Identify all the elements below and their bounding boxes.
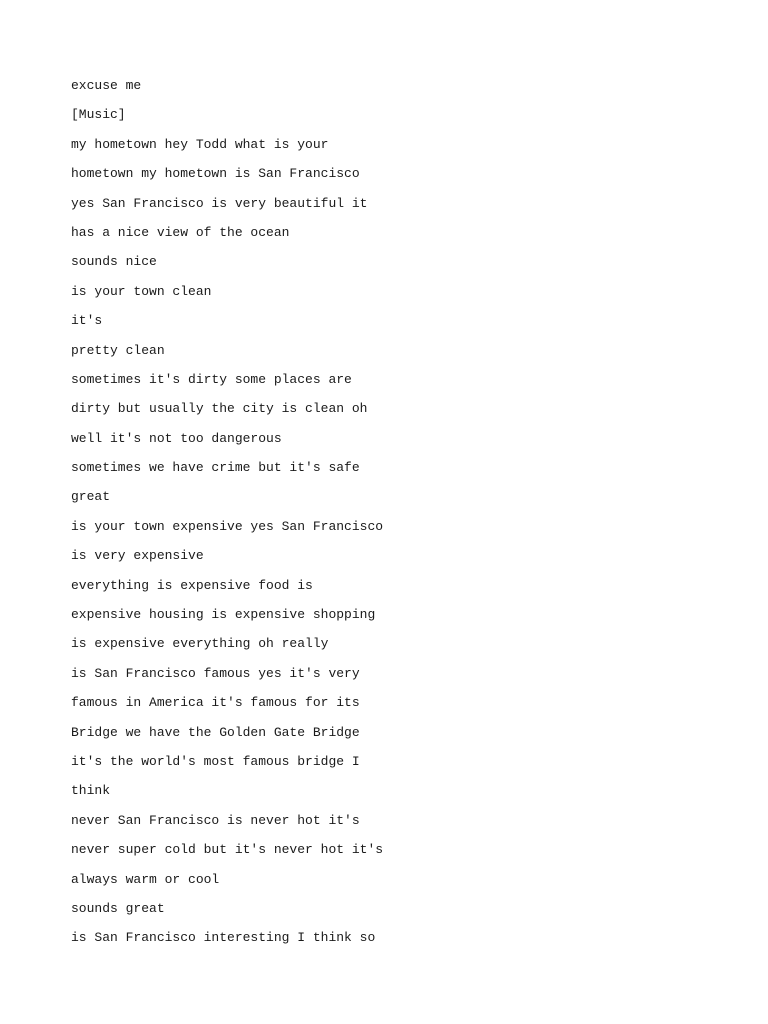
- transcript-line: always warm or cool: [71, 871, 220, 887]
- transcript-line: excuse me: [71, 78, 142, 93]
- transcript-line: [Music]: [71, 107, 126, 123]
- transcript-line: well it's not too dangerous: [71, 430, 282, 446]
- transcript-line: it's the world's most famous bridge I: [71, 753, 360, 769]
- transcript-line: pretty clean: [71, 342, 165, 358]
- transcript-line: never San Francisco is never hot it's: [71, 812, 360, 828]
- transcript-line: is your town expensive yes San Francisco: [71, 518, 384, 534]
- transcript-line: think: [71, 783, 111, 799]
- transcript-line: is your town clean: [71, 283, 212, 299]
- transcript-line: famous in America it's famous for its: [71, 695, 360, 711]
- transcript-line: hometown my hometown is San Francisco: [71, 166, 360, 182]
- transcript-line: has a nice view of the ocean: [71, 224, 290, 240]
- transcript-line: yes San Francisco is very beautiful it: [71, 195, 368, 211]
- transcript-line: is San Francisco interesting I think so: [71, 930, 376, 946]
- transcript-line: it's: [71, 313, 103, 329]
- transcript-line: sometimes we have crime but it's safe: [71, 460, 360, 476]
- transcript-line: never super cold but it's never hot it's: [71, 842, 384, 858]
- transcript-line: sounds nice: [71, 254, 157, 270]
- transcript-line: Bridge we have the Golden Gate Bridge: [71, 724, 360, 740]
- transcript-line: expensive housing is expensive shopping: [71, 607, 376, 623]
- transcript-line: great: [71, 489, 111, 505]
- transcript-line: my hometown hey Todd what is your: [71, 136, 329, 152]
- transcript-line: is expensive everything oh really: [71, 636, 329, 652]
- transcript-line: is San Francisco famous yes it's very: [71, 665, 360, 681]
- transcript-line: everything is expensive food is: [71, 577, 313, 593]
- transcript-line: dirty but usually the city is clean oh: [71, 401, 368, 417]
- transcript-line: is very expensive: [71, 548, 204, 564]
- transcript-line: sounds great: [71, 900, 165, 916]
- transcript-line: sometimes it's dirty some places are: [71, 371, 352, 387]
- transcript-text: [71, 71, 383, 953]
